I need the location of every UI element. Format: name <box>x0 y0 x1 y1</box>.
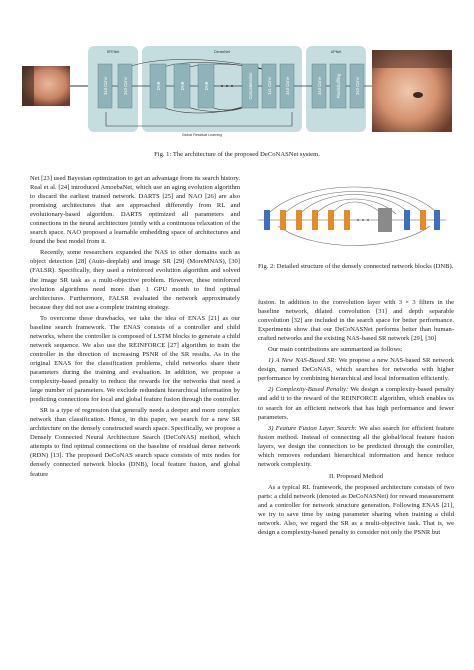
svg-text:Concatenation: Concatenation <box>248 72 253 100</box>
paragraph: SR is a type of regression that generally needs a deeper and more complex network than classification. Hence, in this paper, we search for a new SR architecture on the densely constructed search space. Specifically, we propose a Densely Connected Neural Architecture Search (DeCoNAS) method, which attempts to find optimal connections on the baseline of residual dense network (RDN) [13]. The proposed DeCoNAS search space consists of mix nodes for densely connected network blocks (DNB), local feature fusion, and global feature <box>30 407 240 478</box>
contribution-title: 3) Feature Fusion Layer Search: <box>268 424 357 432</box>
paragraph: Recently, some researchers expanded the NAS to other domains such as object detection [28] (Auto-deeplab) and image SR [29] (MoreMNAS), [30] (FALSR). Specifically, they used a reinforced evolution algorithm and solved the image SR task as a multi-objective problem. However, these reinforced evolution algorithms need more than 1 GPU month to find optimal architectures. Furthermore, FALSR evaluated the network approximately because they did not use a complete training strategy. <box>30 249 240 311</box>
figure-2-dnb-structure <box>254 174 450 258</box>
figure-2-caption: Fig. 2: Detailed structure of the densely connected network blocks (DNB). <box>258 263 454 270</box>
contribution-3 <box>258 424 454 469</box>
section-heading: II. Proposed Method <box>328 472 383 480</box>
block-conv-2 <box>118 64 132 108</box>
svg-text:1x1 Conv: 1x1 Conv <box>267 77 272 95</box>
svg-text:3x3 Conv: 3x3 Conv <box>285 77 290 95</box>
block-conv-1 <box>98 64 112 108</box>
output-image <box>372 50 452 132</box>
svg-text:3x3 Conv: 3x3 Conv <box>317 77 322 95</box>
block-conv-5 <box>350 64 364 108</box>
contribution-2 <box>258 385 454 421</box>
block-conv-4 <box>312 64 326 108</box>
contribution-1 <box>258 356 454 383</box>
svg-text:DNB: DNB <box>180 81 185 91</box>
group-label-densenet: DenseNet <box>214 50 230 54</box>
figure-1-caption: Fig. 1: The architecture of the proposed DeCoNASNet system. <box>154 151 320 158</box>
global-residual-label: Global Residual Learning <box>181 133 223 137</box>
block-conv-3 <box>280 64 294 108</box>
block-dnb-1 <box>150 64 166 108</box>
contribution-body: We propose a new NAS-based SR network design, named DeCoNAS, which searches for networks with higher performance by combining hierarchical and local information efficiently. <box>258 357 454 383</box>
group-label-sfenet: SFENet <box>106 50 120 54</box>
paragraph: To overcome these drawbacks, we take the idea of ENAS [21] as our baseline search framework. The ENAS consists of a controller and child networks, where the controller is composed of LSTM blocks to generate a child network sequence. We also use the REINFORCE [27] algorithm to train the controller in the direction of increasing PSNR of the SR results. As in the original ENAS for the classification problems, child networks share their parameters during the training and evaluation. In addition, we propose a complexity-based penalty to reduce the rewards for the networks that need a large number of parameters. We exclude redundant hierarchical information by predicting connections for local and global feature fusion through the controller. <box>30 314 240 404</box>
svg-text:3x3 Conv: 3x3 Conv <box>355 77 360 95</box>
svg-text:DNB: DNB <box>156 81 161 91</box>
contribution-body: We design a complexity-based penalty and add it to the reward of the REINFORCE algorithm, which enables us to search for an efficient network that has high performance and fewer parameters. <box>258 386 454 421</box>
block-conv-1x1 <box>262 64 276 108</box>
input-image <box>22 66 70 106</box>
svg-text:3x3 Conv: 3x3 Conv <box>103 77 108 95</box>
dense-arcs <box>268 187 438 246</box>
block-pixelshuffling <box>330 64 346 108</box>
left-column <box>30 174 240 479</box>
svg-text:DNB: DNB <box>204 81 209 91</box>
paragraph: As a typical RL framework, the proposed architecture consists of two parts: a child network (denoted as DeCoNASNet) for reward measurement and a controller for network structure generation. Following ENAS [21], we try to save time by using parameter sharing when training a child network. Also, we regard the SR as a multi-objective task. That is, we design a complexity-based penalty to consider not only the PSNR but <box>258 483 454 537</box>
group-label-upnet: UPNet <box>330 50 342 54</box>
paragraph: fusion. In addition to the convolution layer with 3 × 3 filters in the baseline network, dilated convolution [31] and depth separable convolution [32] are included in the search space for better performance. Experiments show that our DeCoNASNet performs better than human-crafted networks and the existing NAS-based SR network [29], [30] <box>258 299 454 343</box>
paragraph: Net [23] used Bayesian optimization to get an advantage from its search history. Real et al. [24] introduced AmoebaNet, which use an aging evolution algorithm to discard the earliest trained network. DARTS [25] and NAO [26] are also promising architectures that are approached differently from RL and evolutionary-based algorithm. DARTS optimized all parameters and connections in the neural architecture jointly with a continuous relaxation of the search space. NAO proposed a learnable embedding space of architectures and found the best model from it. <box>30 175 240 246</box>
paragraph: Our main contributions are summarized as follows: <box>268 346 403 354</box>
right-column <box>258 298 454 537</box>
contribution-body: We also search for efficient feature fusion method. Instead of connecting all the global/local feature fusion layers, we design the connection to be predicted through the controller, which removes redundant hierarchical information and hence reduce network complexity. <box>258 424 454 468</box>
dnb-dots <box>357 219 369 221</box>
contribution-title: 2) Complexity-Based Penalty: <box>268 386 349 394</box>
block-concatenation <box>242 64 258 108</box>
figure-1-architecture <box>22 40 454 148</box>
svg-text:3x3 Conv: 3x3 Conv <box>123 77 128 95</box>
svg-text:Pixelshuffling: Pixelshuffling <box>336 73 341 99</box>
block-dnb-2 <box>174 64 190 108</box>
block-dnb-3 <box>198 64 214 108</box>
contribution-title: 1) A New NAS-Based SR: <box>268 357 337 365</box>
